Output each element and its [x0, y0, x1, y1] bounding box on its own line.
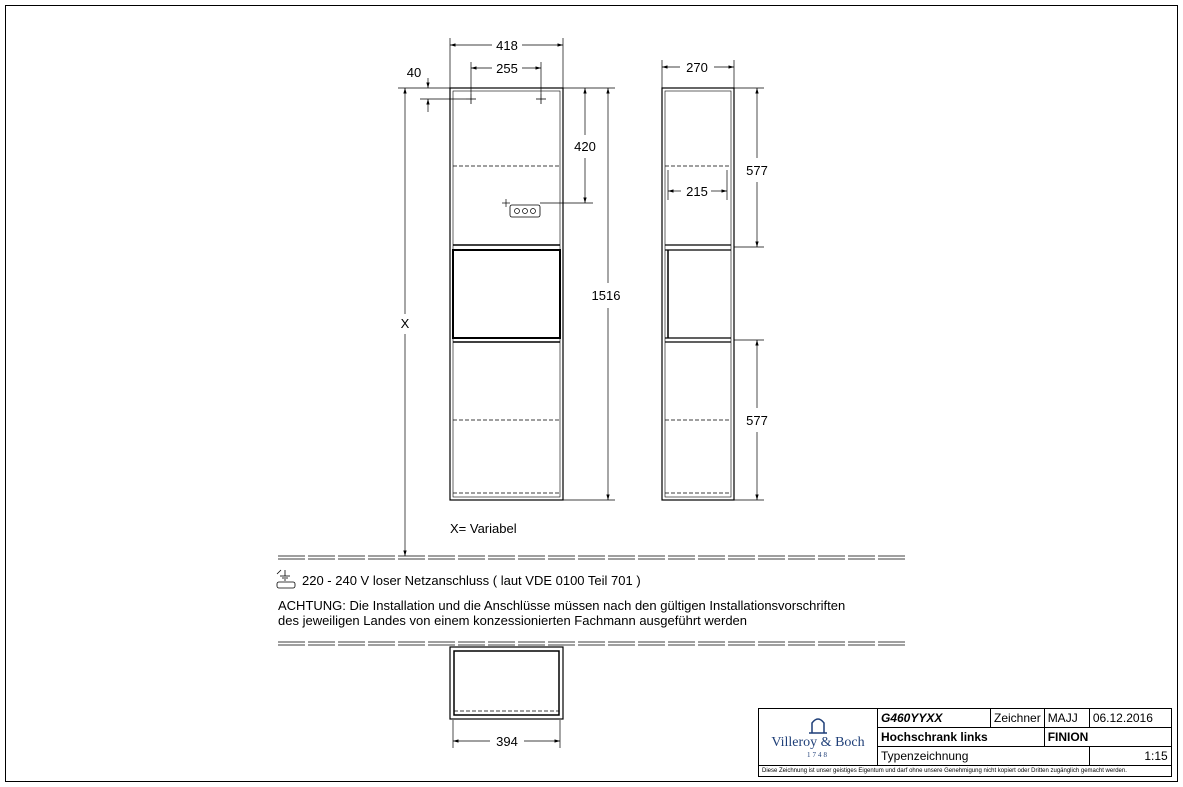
warning-line-1: ACHTUNG: Die Installation und die Anschlüsse müssen nach den gültigen Installationsvorschriften: [278, 598, 846, 613]
brand-emblem-icon: [806, 715, 830, 735]
brand-year: 1748: [807, 751, 829, 759]
drawing-type: Typenzeichnung: [878, 747, 1090, 766]
front-view: [450, 88, 563, 500]
bottom-view: [450, 647, 563, 719]
drawer-label: Zeichner: [991, 709, 1045, 728]
drawer-name: MAJJ: [1044, 709, 1089, 728]
dim-lower-section: 577: [746, 413, 768, 428]
drawing-date: 06.12.2016: [1089, 709, 1171, 728]
article-number: G460YYXX: [878, 709, 991, 728]
dim-socket-depth: 215: [686, 184, 708, 199]
product-name: Hochschrank links: [878, 728, 1045, 747]
dim-upper-section: 577: [746, 163, 768, 178]
side-dimensions: [662, 60, 764, 500]
power-connection-icon: [277, 570, 295, 588]
brand-name: Villeroy & Boch: [771, 735, 865, 750]
front-dimensions: [398, 38, 615, 556]
separator-bottom: [278, 642, 905, 645]
copyright-disclaimer: Diese Zeichnung ist unser geistiges Eigentum und darf ohne unsere Genehmigung nicht kopiert oder Dritten zugänglich gemacht werden.: [759, 766, 1172, 777]
drawing-frame: [6, 6, 1178, 782]
dim-width-front: 418: [496, 38, 518, 53]
dim-depth: 270: [686, 60, 708, 75]
drawing-scale: 1:15: [1089, 747, 1171, 766]
brand-logo: [759, 709, 878, 766]
dim-hole-spacing: 255: [496, 61, 518, 76]
power-note: 220 - 240 V loser Netzanschluss ( laut VDE 0100 Teil 701 ): [302, 573, 641, 588]
dim-top-offset: 40: [406, 65, 422, 80]
product-series: FINION: [1044, 728, 1171, 747]
separator-top: [278, 556, 905, 559]
side-view: [662, 88, 734, 500]
variable-note: X= Variabel: [450, 521, 517, 536]
dim-total-height: 1516: [591, 288, 621, 303]
dim-variable: X: [400, 316, 410, 331]
warning-line-2: des jeweiligen Landes von einem konzessionierten Fachmann ausgeführt werden: [278, 613, 748, 628]
dim-bottom-width: 394: [496, 734, 518, 749]
dim-socket-height: 420: [574, 139, 596, 154]
title-block: [758, 708, 1172, 777]
